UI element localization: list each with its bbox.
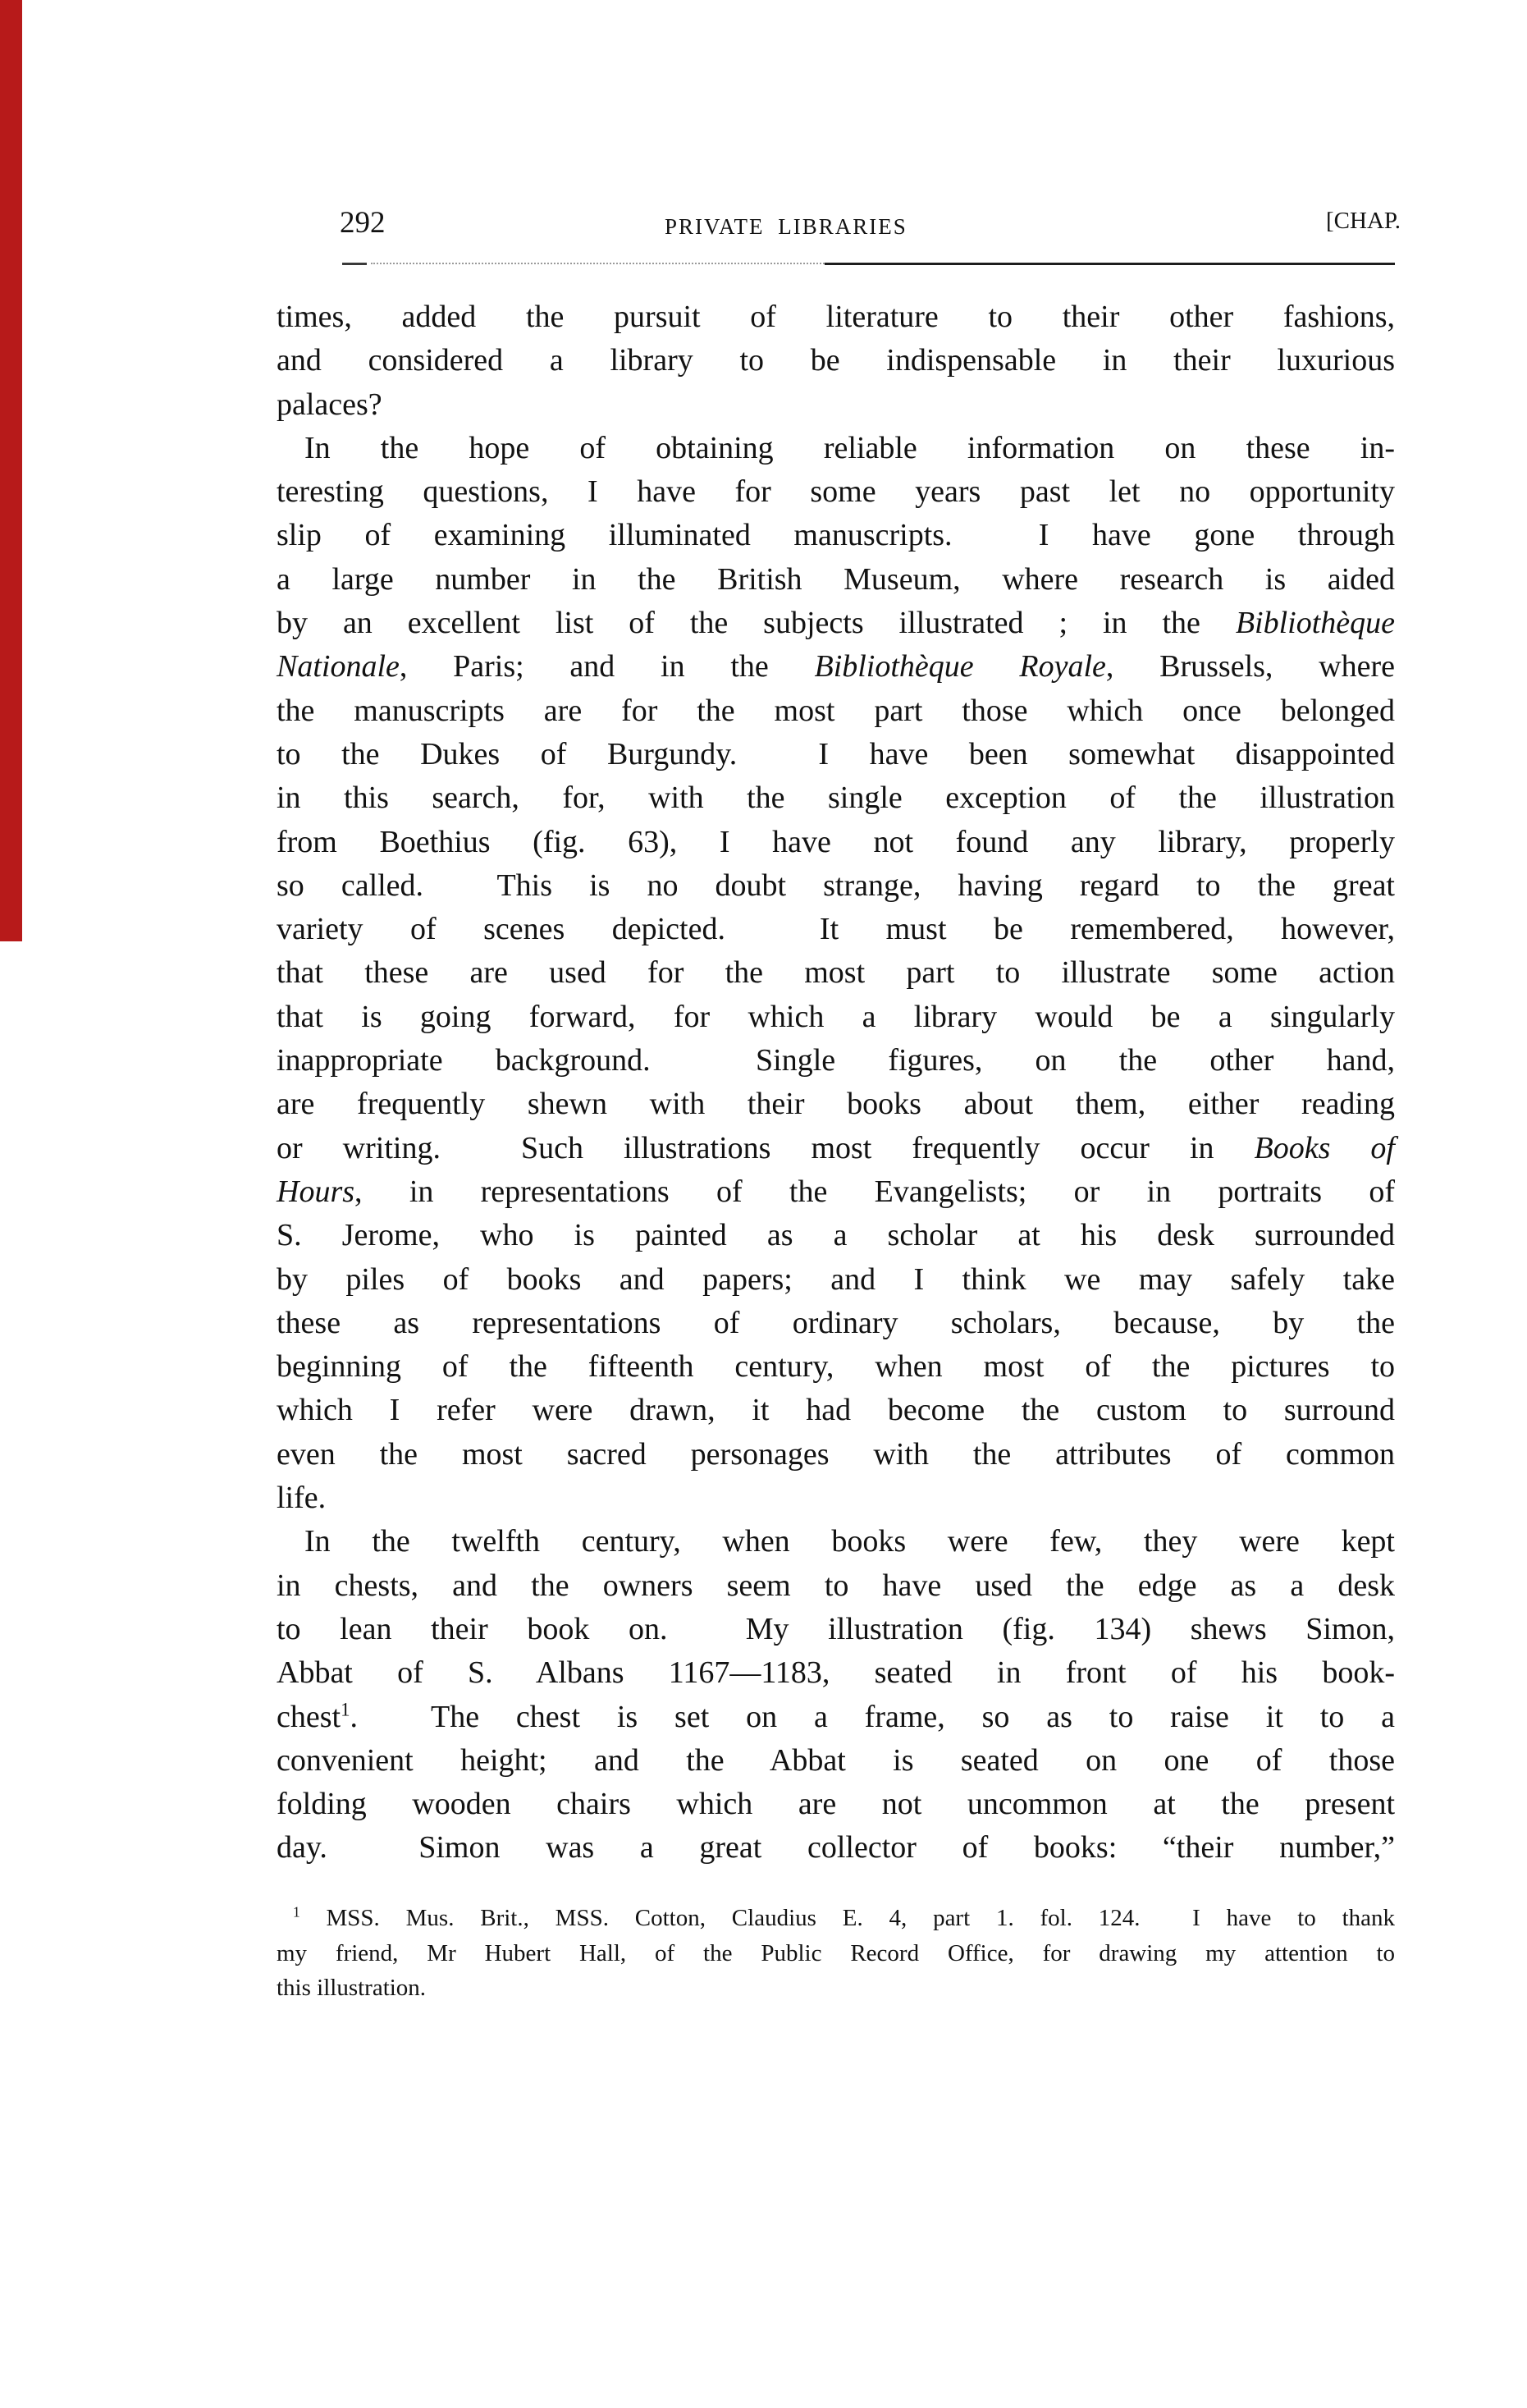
text-line [277, 733, 1395, 776]
scan-edge-stripe [0, 0, 22, 941]
text-segment: in this search, for, with the single exception of the illustration [277, 781, 1395, 816]
text-segment: or writing. Such illustrations most frequently occur in [277, 1130, 1255, 1165]
italic-text: Nationale [277, 649, 400, 684]
text-segment: a large number in the British Museum, where research is aided [277, 561, 1395, 597]
text-segment: these as representations of ordinary scholars, because, by the [277, 1305, 1395, 1340]
italic-text: Bibliothèque Royale [814, 649, 1106, 684]
text-segment: folding wooden chairs which are not uncommon at the present [277, 1787, 1395, 1822]
text-segment: , in representations of the Evangelists; or in portraits of [354, 1174, 1395, 1209]
text-segment: S. Jerome, who is painted as a scholar at his desk surrounded [277, 1218, 1395, 1253]
text-segment: to the Dukes of Burgundy. I have been somewhat disappointed [277, 736, 1395, 771]
text-line [277, 776, 1395, 820]
text-segment: , Brussels, where [1105, 649, 1395, 684]
text-segment: , Paris; and in the [399, 649, 815, 684]
text-line [277, 1971, 1395, 2006]
text-line [277, 383, 1395, 427]
header-rule-solid-segment [825, 263, 1395, 265]
text-line [277, 1476, 1395, 1520]
text-segment: variety of scenes depicted. It must be remembered, however, [277, 912, 1395, 947]
text-segment: from Boethius (fig. 63), I have not found any library, properly [277, 824, 1395, 859]
text-line [277, 602, 1395, 645]
text-segment: and considered a library to be indispensable in their luxurious [277, 343, 1395, 378]
text-line [277, 864, 1395, 908]
text-segment: the manuscripts are for the most part those which once belonged [277, 693, 1395, 728]
text-line [277, 821, 1395, 864]
text-line [277, 1564, 1395, 1608]
text-line [277, 558, 1395, 602]
text-segment: chest [277, 1699, 341, 1734]
text-line [277, 1901, 1395, 1936]
text-segment: Abbat of S. Albans 1167—1183, seated in front of his book- [277, 1655, 1395, 1691]
text-line [277, 295, 1395, 339]
text-segment: beginning of the fifteenth century, when most of the pictures to [277, 1349, 1395, 1385]
text-segment: to lean their book on. My illustration (fig. 134) shews Simon, [277, 1611, 1395, 1646]
text-line [277, 1258, 1395, 1302]
text-line [277, 1302, 1395, 1345]
text-segment: by piles of books and papers; and I think we may safely take [277, 1261, 1395, 1297]
footnote [277, 1901, 1395, 2006]
text-segment: . The chest is set on a frame, so as to raise it to a [350, 1699, 1395, 1734]
italic-text: Hours [277, 1174, 355, 1209]
text-segment: convenient height; and the Abbat is seated on one of those [277, 1742, 1395, 1778]
text-line [277, 689, 1395, 733]
text-line [277, 1826, 1395, 1870]
text-line [277, 1608, 1395, 1651]
text-segment: that is going forward, for which a library would be a singularly [277, 999, 1395, 1034]
page-number: 292 [340, 206, 386, 240]
text-segment: by an excellent list of the subjects illustrated ; in the [277, 606, 1236, 641]
text-line [277, 1696, 1395, 1739]
text-line [277, 514, 1395, 557]
italic-text: Bibliothèque [1235, 606, 1395, 641]
text-segment: slip of examining illuminated manuscripts. I have gone through [277, 518, 1395, 553]
text-line [277, 1127, 1395, 1170]
text-segment: life. [277, 1481, 327, 1516]
text-segment: In the twelfth century, when books were few, they were kept [304, 1524, 1395, 1559]
text-line [277, 1039, 1395, 1083]
text-segment: my friend, Mr Hubert Hall, of the Public Record Office, for drawing my attention to [277, 1939, 1395, 1966]
text-segment: which I refer were drawn, it had become the custom to surround [277, 1393, 1395, 1428]
text-segment: palaces? [277, 387, 382, 422]
text-line [277, 1214, 1395, 1257]
text-segment: day. Simon was a great collector of books: “their number,” [277, 1830, 1395, 1866]
text-line [277, 1433, 1395, 1476]
header-rule-left-segment [342, 263, 367, 265]
text-segment: in chests, and the owners seem to have used the edge as a desk [277, 1568, 1395, 1603]
text-segment: so called. This is no doubt strange, having regard to the great [277, 868, 1395, 903]
chapter-marker: [CHAP. [1326, 208, 1401, 234]
text-line [277, 427, 1395, 470]
text-line [277, 951, 1395, 995]
text-line [277, 1520, 1395, 1563]
footnote-ref-superscript: 1 [341, 1698, 350, 1719]
text-line [277, 1651, 1395, 1695]
text-segment: times, added the pursuit of literature to their other fashions, [277, 300, 1395, 334]
text-line [277, 645, 1395, 689]
text-line [277, 1083, 1395, 1126]
text-line [277, 996, 1395, 1039]
text-line [277, 470, 1395, 514]
text-segment: MSS. Mus. Brit., MSS. Cotton, Claudius E. 4, part 1. fol. 124. I have to thank [299, 1905, 1395, 1931]
text-segment: even the most sacred personages with the attributes of common [277, 1436, 1395, 1472]
text-segment: are frequently shewn with their books about them, either reading [277, 1087, 1395, 1122]
text-segment: teresting questions, I have for some years past let no opportunity [277, 474, 1395, 510]
text-segment: this illustration. [277, 1975, 427, 2001]
text-line [277, 1345, 1395, 1389]
italic-text: Books of [1254, 1130, 1395, 1165]
text-segment: inappropriate background. Single figures, on the other hand, [277, 1043, 1395, 1078]
text-line [277, 908, 1395, 951]
text-line [277, 1170, 1395, 1214]
body-text [277, 295, 1395, 1870]
running-title: PRIVATE LIBRARIES [665, 214, 908, 239]
text-segment: that these are used for the most part to illustrate some action [277, 955, 1395, 991]
text-line [277, 1739, 1395, 1783]
text-line [277, 1936, 1395, 1971]
text-line [277, 1389, 1395, 1432]
footnote-ref-superscript: 1 [293, 1903, 300, 1920]
text-line [277, 339, 1395, 382]
text-line [277, 1783, 1395, 1826]
text-segment: In the hope of obtaining reliable information on these in- [304, 430, 1395, 465]
header-rule-dotted-segment [371, 263, 825, 264]
